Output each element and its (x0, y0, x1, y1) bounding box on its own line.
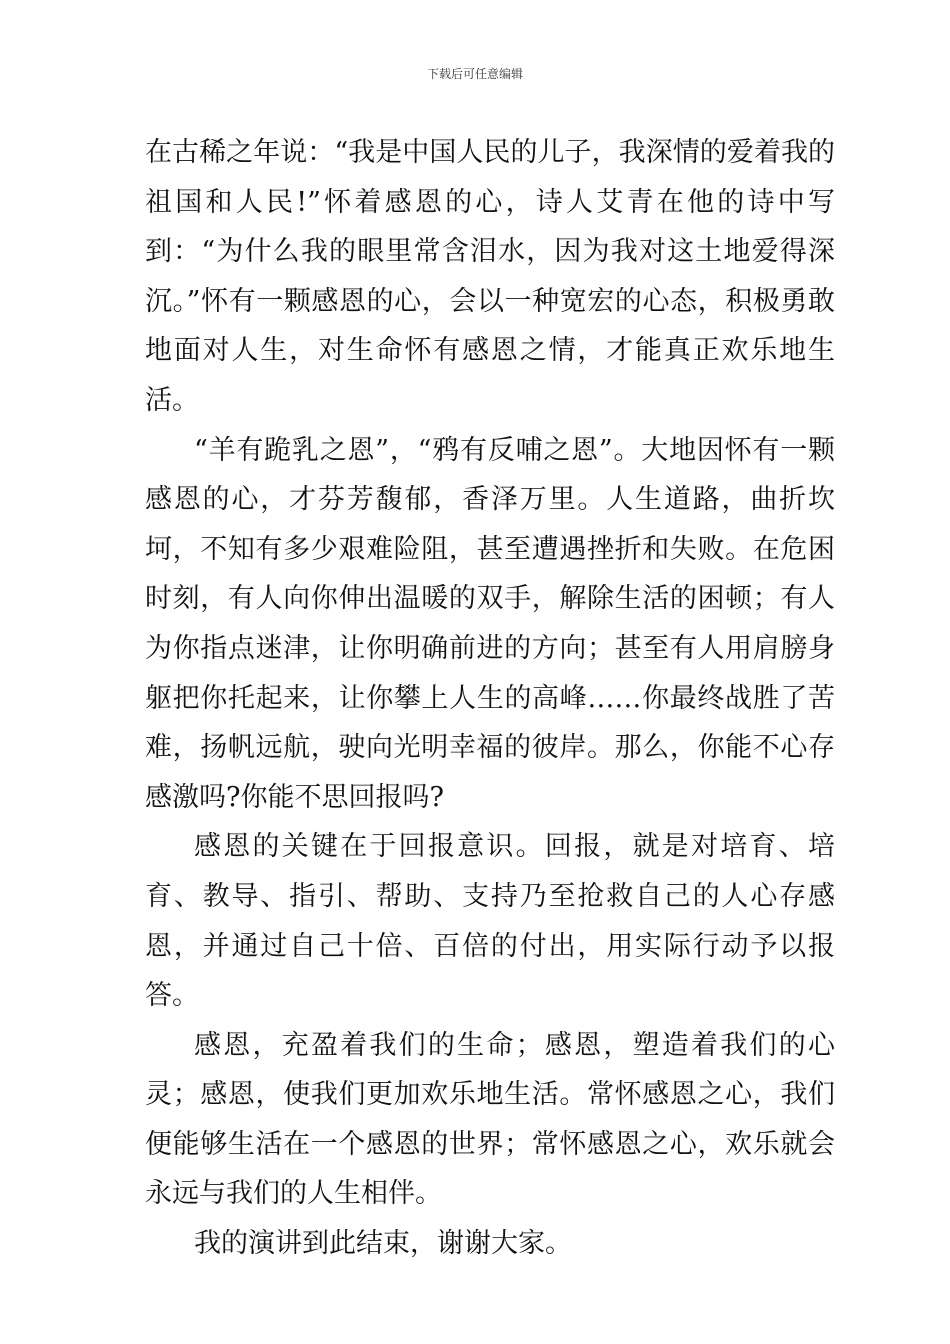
paragraph-2: “羊有跪乳之恩”，“鸦有反哺之恩”。大地因怀有一颗感恩的心，才芬芳馥郁，香泽万里。人生道路，曲折坎坷，不知有多少艰难险阻，甚至遭遇挫折和失败。在危困时刻，有人向你伸出温暖的双手，解除生活的困顿；有人为你指点迷津，让你明确前进的方向；甚至有人用肩膀身躯把你托起来，让你攀上人生的高峰……你最终战胜了苦难，扬帆远航，驶向光明幸福的彼岸。那么，你能不心存感激吗?你能不思回报吗? (145, 434, 835, 813)
document-body (145, 128, 835, 1269)
paragraph-4: 感恩，充盈着我们的生命；感恩，塑造着我们的心灵；感恩，使我们更加欢乐地生活。常怀感恩之心，我们便能够生活在一个感恩的世界；常怀感恩之心，欢乐就会永远与我们的人生相伴。 (145, 1029, 835, 1210)
paragraph-1: 在古稀之年说：“我是中国人民的儿子，我深情的爱着我的祖国和人民!”怀着感恩的心，诗人艾青在他的诗中写到：“为什么我的眼里常含泪水，因为我对这土地爱得深沉。”怀有一颗感恩的心，会以一种宽宏的心态，积极勇敢地面对人生，对生命怀有感恩之情，才能真正欢乐地生活。 (145, 137, 835, 416)
paragraph-3: 感恩的关键在于回报意识。回报，就是对培育、培育、教导、指引、帮助、支持乃至抢救自己的人心存感恩，并通过自己十倍、百倍的付出，用实际行动予以报答。 (145, 831, 835, 1012)
page-header: 下载后可任意编辑 (426, 67, 523, 81)
paragraph-5: 我的演讲到此结束，谢谢大家。 (194, 1228, 572, 1260)
